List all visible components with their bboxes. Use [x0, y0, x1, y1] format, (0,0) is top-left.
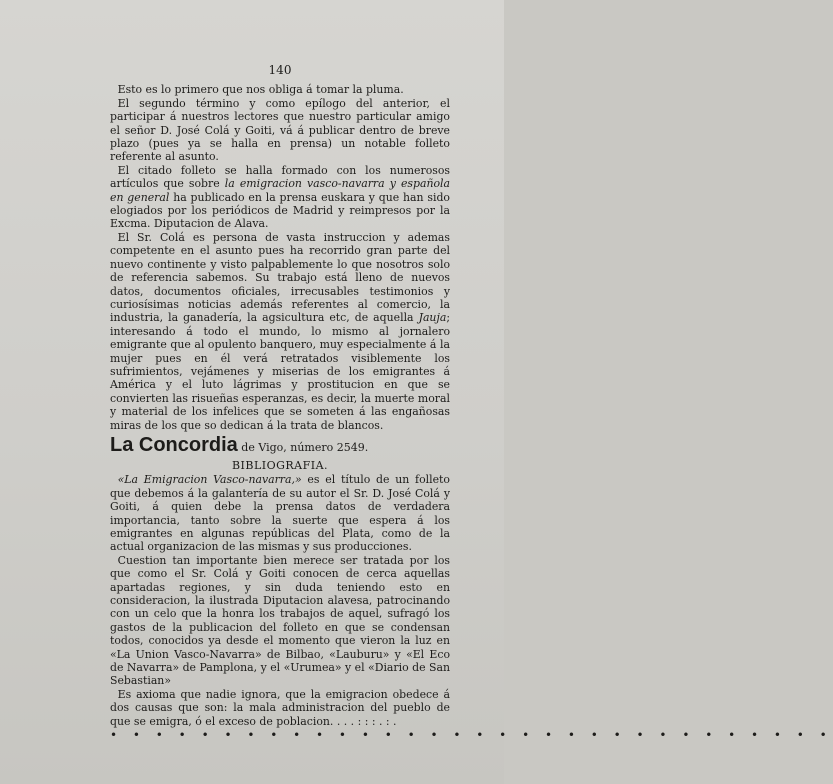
paragraph-3-text-a: El citado folleto se halla formado con los numerosos artículos que sobre [110, 163, 450, 191]
paragraph-4-text-a: El Sr. Colá es persona de vasta instruccion y ademas competente en el asunto pues ha recorrido gran parte del nuevo continente y visto palpablemente lo que nosotros solo de referencia sabemos. Su trabajo está lleno de nuevos datos, documentos oficiales, irrecusables testimonios y curiosísimas noticias además referentes al comercio, la industria, la ganadería, la agsicultura etc, de aquella [110, 230, 450, 325]
paragraph-1: Esto es lo primero que nos obliga á tomar la pluma. [117, 83, 404, 97]
dot-leader-row: • • • • • • • • • • • • • • • • • • • • • • • • • • • • • • • • [110, 728, 833, 743]
paragraph-2: El segundo término y como epílogo del anterior, el participar á nuestros lectores que nuestro particular amigo el señor D. José Colá y Goiti, vá á publicar dentro de breve plazo (pues ya se halla en prensa) un notable folleto referente al asunto. [110, 96, 450, 164]
paragraph-5-italic: «La Emigracion Vasco-navarra,» [117, 473, 302, 487]
section-heading [110, 434, 450, 459]
paragraph-3-text-b: ha publicado en la prensa euskara y que han sido elogiados por los periódicos de Madrid y reimpresos por la Excma. Diputacion de Alava. [110, 190, 450, 231]
paragraph-7: Es axioma que nadie ignora, que la emigracion obedece á dos causas que son: la mala administracion del pueblo de que se emigra, ó el exceso de poblacion. . . . : : : . : . [110, 687, 450, 728]
paragraph-3-italic: la emigracion vasco-navarra y española en general [110, 177, 450, 204]
paragraph-4-italic: Jauja [418, 311, 447, 325]
paragraph-6: Cuestion tan importante bien merece ser tratada por los que como el Sr. Colá y Goiti conocen de cerca aquellas apartadas regiones, y sin duda teniendo esto en consideracion, la ilustrada Diputacion alavesa, patrocinando con un celo que la honra los trabajos de aquel, sufragó los gastos de la publicacion del folleto en que se condensan todos, conocidos ya desde el momento que vieron la luz en «La Union Vasco-Navarra» de Bilbao, «Lauburu» y «El Eco de Navarra» de Pamplona, y el «Urumea» y el «Diario de San Sebastian» [110, 553, 450, 688]
paragraph-4-text-b: ; interesando á todo el mundo, lo mismo al jornalero emigrante que al opulento banquero, muy especialmente á la mujer pues en él verá retratados visiblemente los sufrimientos, vejámenes y miserias de los emigrantes á América y el luto lágrimas y prostitucion en que se convierten las risueñas esperanzas, es decir, la muerte moral y material de los infelices que se someten á las engañosas miras de los que so dedican á la trata de blancos. [110, 311, 450, 432]
paragraph-5 [110, 473, 450, 553]
text-column [110, 63, 833, 743]
paragraph-5-text: es el título de un folleto que debemos á la galantería de su autor el Sr. D. José Colá y Goiti, á quien debe la prensa datos de verdadera importancia, tanto sobre la suerte que espera á los emigrantes en algunas repúblicas del Plata, como de la actual organizacion de las mismas y sus producciones. [110, 473, 450, 554]
page-number: 140 [268, 63, 292, 77]
paragraph-4 [110, 231, 450, 432]
heading-title: La Concordia [110, 433, 238, 456]
subheading: BIBLIOGRAFIA. [231, 458, 329, 472]
paragraph-3 [110, 164, 450, 231]
heading-source: de Vigo, número 2549. [237, 440, 369, 454]
